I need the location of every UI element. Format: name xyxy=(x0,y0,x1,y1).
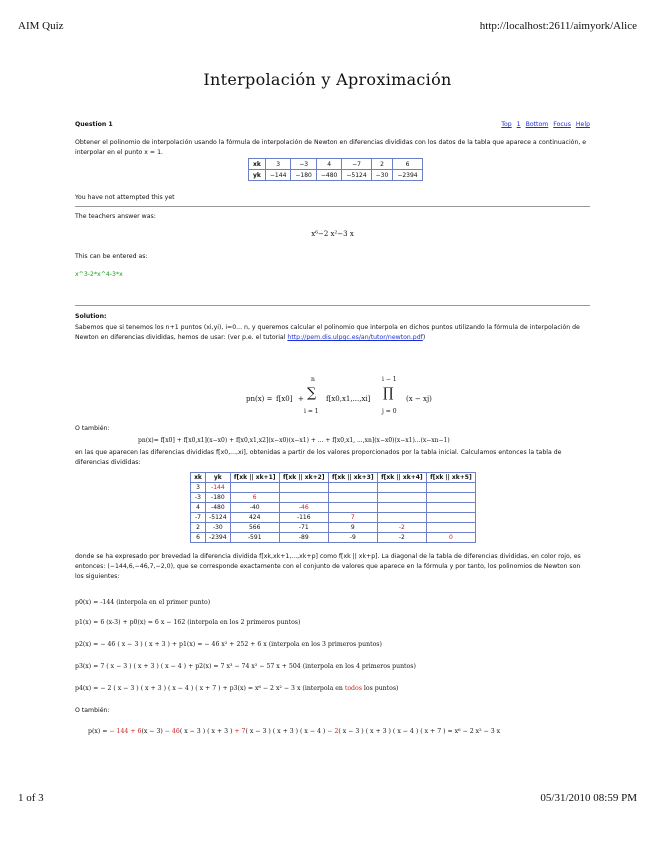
table-cell: 3 xyxy=(191,483,206,493)
question-data-table xyxy=(248,158,423,181)
poly-p2: p2(x) = − 46 ( x − 3 ) ( x + 3 ) + p1(x) = − 46 x² + 252 + 6 x (interpola en los 3 primeros puntos) xyxy=(75,641,382,648)
after-table-text: donde se ha expresado por brevedad la diferencia dividida f[xk,xk+1,...,xk+p] como f[xk || xk+p]. La diagonal de la tabla de diferencias divididas, en color rojo, es entonces: (−144,6,−46,7,−2,0), que se corresponde exactamente con el conjunto de valores que aparece en la fórmula y por tanto, los polinomios de Newton son los siguientes: xyxy=(75,553,581,580)
nav-bottom-link[interactable]: Bottom xyxy=(525,121,549,128)
table-cell: -591 xyxy=(230,533,279,543)
table-cell xyxy=(328,483,377,493)
question-text: Obtener el polinomio de interpolación usando la fórmula de interpolación de Newton en diferencias divididas con los datos de la tabla que aparece a continuación, e interpolar en el punto x = 1. xyxy=(75,139,587,156)
table-cell: -7 xyxy=(191,513,206,523)
table-cell: 4 xyxy=(191,503,206,513)
poly-p1: p1(x) = 6 (x-3) + p0(x) = 6 x − 162 (interpola en los 2 primeros puntos) xyxy=(75,619,301,626)
nav-help-link[interactable]: Help xyxy=(575,121,590,128)
table-header-row xyxy=(191,473,476,483)
also-label-2: O también: xyxy=(75,707,110,714)
table-cell xyxy=(328,503,377,513)
table-row xyxy=(191,533,476,543)
table-cell xyxy=(426,513,475,523)
question-label: Question 1 xyxy=(75,121,113,128)
table-cell: 2 xyxy=(191,523,206,533)
table-cell: -5124 xyxy=(206,513,231,523)
table-header: xk xyxy=(191,473,206,483)
table-cell: 6 xyxy=(191,533,206,543)
product-symbol: ∏ xyxy=(383,386,394,401)
poly-p0: p0(x) = -144 (interpola en el primer punto) xyxy=(75,599,211,606)
table-cell: 0 xyxy=(426,533,475,543)
table-cell xyxy=(426,483,475,493)
table-cell xyxy=(279,483,328,493)
page-counter: 1 of 3 xyxy=(18,792,44,804)
table-cell: -89 xyxy=(279,533,328,543)
table-cell: 6 xyxy=(393,159,422,170)
table-cell: 424 xyxy=(230,513,279,523)
page-url: http://localhost:2611/aimyork/Alice xyxy=(479,20,637,32)
table-row xyxy=(249,170,423,181)
table-cell: -2 xyxy=(377,533,426,543)
table-cell: yk xyxy=(249,170,266,181)
table-cell: 6 xyxy=(230,493,279,503)
tutorial-link[interactable]: http://pem.dis.ulpgc.es/an/tutor/newton.pdf xyxy=(287,334,423,341)
table-cell: -71 xyxy=(279,523,328,533)
divider xyxy=(75,206,590,207)
poly-p3: p3(x) = 7 ( x − 3 ) ( x + 3 ) ( x − 4 ) + p2(x) = 7 x³ − 74 x² − 57 x + 504 (interpola en los 4 primeros puntos) xyxy=(75,663,416,670)
table-cell: −2394 xyxy=(393,170,422,181)
solution-intro: Sabemos que si tenemos los n+1 puntos (xi,yi), i=0... n, y queremos calcular el polinomio que interpola en dichos puntos utilizando la fórmula de interpolación de Newton en diferencias divididas, hemos de usar: (ver p.e. el tutorial http://pem.dis.ulpgc.es/an/tutor/newton.pdf) xyxy=(75,324,580,341)
nav-top-link[interactable]: Top xyxy=(501,121,512,128)
table-cell xyxy=(328,493,377,503)
table-cell: -2394 xyxy=(206,533,231,543)
table-cell: -480 xyxy=(206,503,231,513)
final-polynomial: p(x) = − 144 + 6(x − 3) − 46( x − 3 ) ( x + 3 ) + 7( x − 3 ) ( x + 3 ) ( x − 4 ) − 2( x − 3 ) ( x + 3 ) ( x − 4 ) ( x + 7 ) = x⁶ − 2 x² − 3 x xyxy=(88,728,501,735)
teacher-answer: x⁶−2 x²−3 x xyxy=(311,230,354,238)
app-title: AIM Quiz xyxy=(18,20,64,32)
table-row xyxy=(191,483,476,493)
table-cell: −3 xyxy=(291,159,316,170)
table-cell xyxy=(377,483,426,493)
table-cell: −480 xyxy=(316,170,341,181)
table-cell: -144 xyxy=(206,483,231,493)
table-header: f[xk || xk+5] xyxy=(426,473,475,483)
table-cell xyxy=(426,503,475,513)
page-title: Interpolación y Aproximación xyxy=(203,70,452,89)
table-cell: 7 xyxy=(328,513,377,523)
table-cell: -30 xyxy=(206,523,231,533)
teacher-answer-label: The teachers answer was: xyxy=(75,213,156,220)
table-cell: -9 xyxy=(328,533,377,543)
table-cell: -2 xyxy=(377,523,426,533)
nav-1-link[interactable]: 1 xyxy=(516,121,521,128)
table-header: f[xk || xk+3] xyxy=(328,473,377,483)
question-nav xyxy=(498,120,590,130)
newton-formula: pn(x) = f[x0] + n ∑ i = 1 f[x0,x1,...,xi] i − 1 ∏ j = 0 (x − xj) xyxy=(246,376,432,415)
table-row xyxy=(249,159,423,170)
table-cell: 566 xyxy=(230,523,279,533)
poly-p4: p4(x) = − 2 ( x − 3 ) ( x + 3 ) ( x − 4 ) ( x + 7 ) + p3(x) = x⁶ − 2 x² − 3 x (interpola en todos los puntos) xyxy=(75,685,399,692)
table-cell xyxy=(230,483,279,493)
table-cell xyxy=(377,503,426,513)
table-cell xyxy=(279,493,328,503)
table-cell: -46 xyxy=(279,503,328,513)
table-row xyxy=(191,503,476,513)
entered-answer: x^3-2*x^4-3*x xyxy=(75,271,123,278)
table-cell: 9 xyxy=(328,523,377,533)
after-expanded-text: en las que aparecen las diferencias divididas f[x0,...,xi], obtenidas a partir de los valores proporcionados por la tabla inicial. Calculamos entonces la tabla de diferencias divididas: xyxy=(75,449,562,466)
table-row xyxy=(191,493,476,503)
table-cell: xk xyxy=(249,159,266,170)
table-cell: 2 xyxy=(371,159,393,170)
table-cell: −5124 xyxy=(342,170,371,181)
table-header: f[xk || xk+1] xyxy=(230,473,279,483)
table-cell: -40 xyxy=(230,503,279,513)
table-cell: −30 xyxy=(371,170,393,181)
table-cell: -3 xyxy=(191,493,206,503)
solution-label: Solution: xyxy=(75,313,107,320)
sum-symbol: ∑ xyxy=(307,386,317,401)
table-cell xyxy=(377,493,426,503)
question-header xyxy=(75,120,590,130)
table-cell: 4 xyxy=(316,159,341,170)
table-cell: 3 xyxy=(265,159,290,170)
divided-differences-table xyxy=(190,472,476,543)
entered-label: This can be entered as: xyxy=(75,253,148,260)
table-cell xyxy=(426,523,475,533)
table-cell: −7 xyxy=(342,159,371,170)
also-label: O también: xyxy=(75,425,110,432)
attempt-status: You have not attempted this yet xyxy=(75,194,175,201)
table-cell: -180 xyxy=(206,493,231,503)
table-cell xyxy=(377,513,426,523)
print-timestamp: 05/31/2010 08:59 PM xyxy=(540,792,637,804)
table-row xyxy=(191,513,476,523)
expanded-formula: pn(x)= f[x0] + f[x0,x1](x−x0) + f[x0,x1,x2](x−x0)(x−x1) + ... + f[x0,x1, ...,xn](x−x0)(x−x1)...(x−xn−1) xyxy=(138,437,450,444)
table-cell xyxy=(426,493,475,503)
table-cell: −180 xyxy=(291,170,316,181)
table-row xyxy=(191,523,476,533)
table-header: yk xyxy=(206,473,231,483)
nav-focus-link[interactable]: Focus xyxy=(553,121,571,128)
table-header: f[xk || xk+2] xyxy=(279,473,328,483)
table-header: f[xk || xk+4] xyxy=(377,473,426,483)
divider xyxy=(75,305,590,306)
table-cell: -116 xyxy=(279,513,328,523)
table-cell: −144 xyxy=(265,170,290,181)
